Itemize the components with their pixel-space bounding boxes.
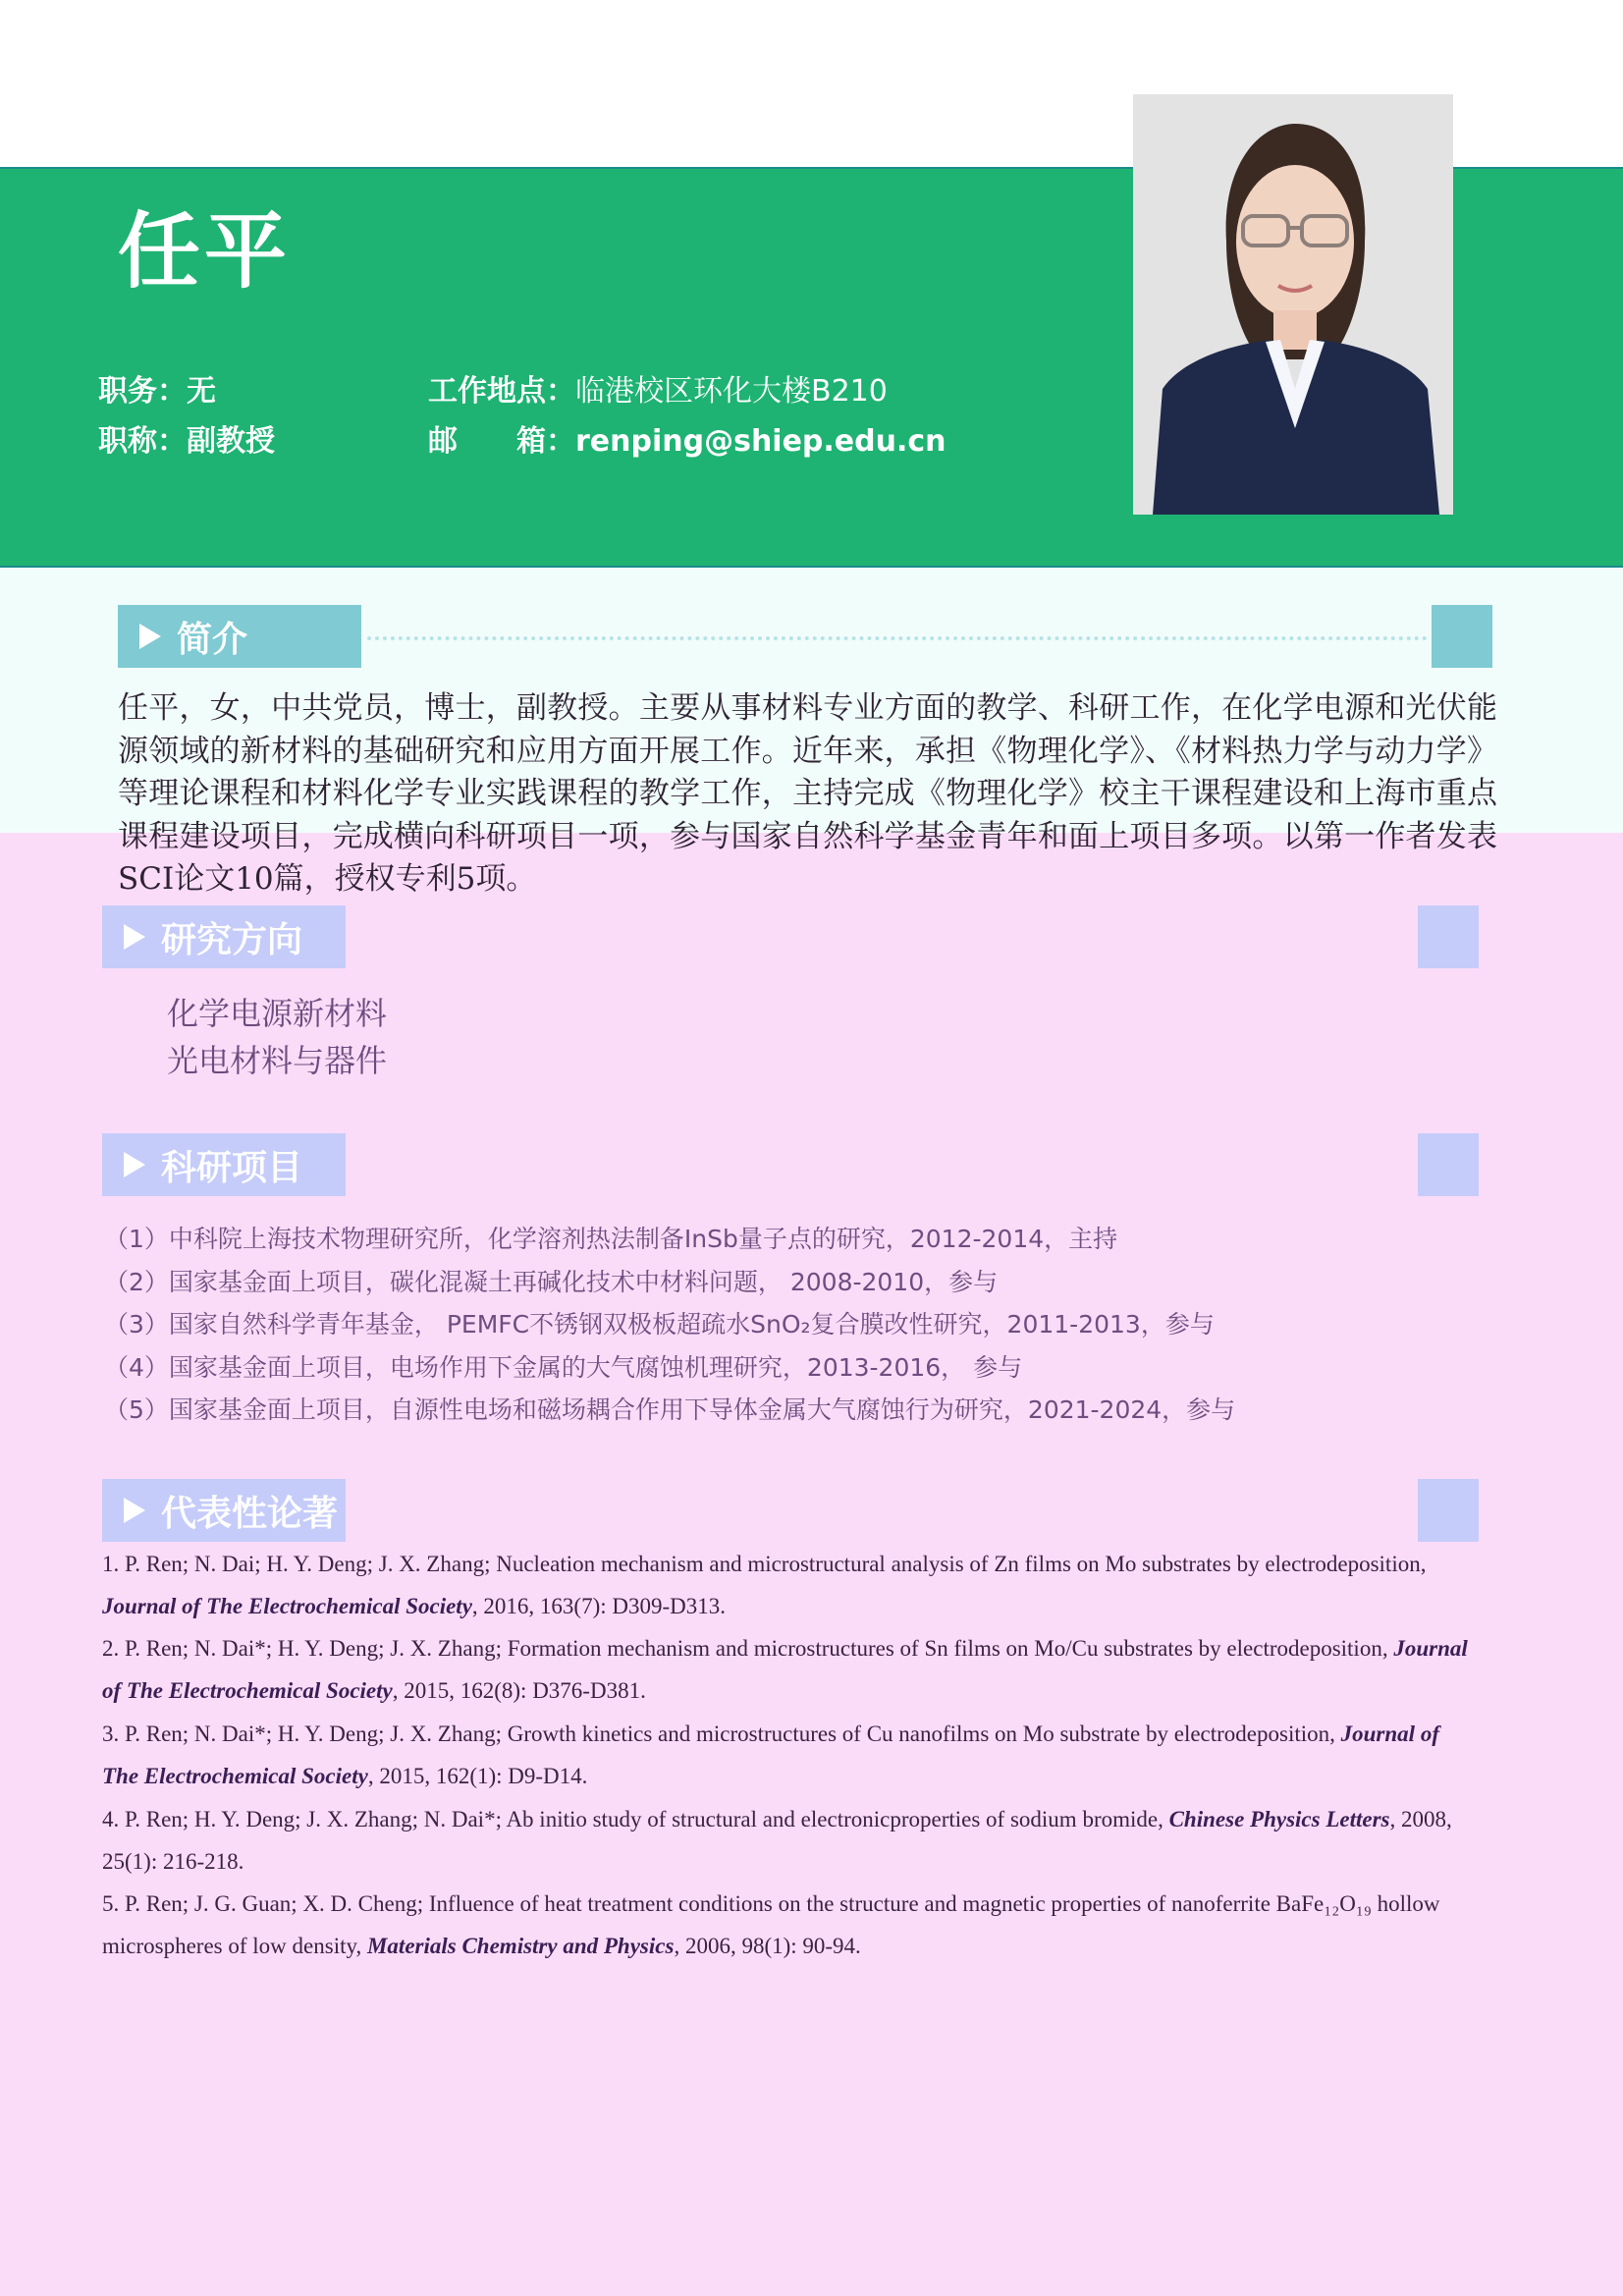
project-item: （3）国家自然科学青年基金， PEMFC不锈钢双极板超疏水SnO₂复合膜改性研究，2011-2013，参与 (104, 1310, 1215, 1339)
project-item: （1）中科院上海技术物理研究所，化学溶剂热法制备InSb量子点的研究，2012-2014，主持 (104, 1225, 1118, 1253)
duty-info (98, 374, 216, 409)
paper-journal: Journal of The Electrochemical Society (102, 1594, 472, 1618)
paper-journal: Journal of The Electrochemical Society (102, 1636, 1468, 1703)
paper-details: , 2008, 25(1): 216-218. (102, 1807, 1452, 1874)
duty-label: 职务： (98, 374, 187, 409)
location-label: 工作地点： (428, 374, 575, 409)
triangle-icon (139, 624, 161, 649)
person-name: 任平 (118, 203, 292, 300)
title-label: 职称： (98, 424, 187, 459)
paper-citation: 2. P. Ren; N. Dai*; H. Y. Deng; J. X. Zhang; Formation mechanism and microstructures of Sn films on Mo/Cu substrates by electrodeposition, (102, 1636, 1394, 1661)
section-tag-projects (102, 1133, 346, 1196)
paper-citation: 4. P. Ren; H. Y. Deng; J. X. Zhang; N. Dai*; Ab initio study of structural and electronicproperties of sodium bromide, (102, 1807, 1169, 1831)
project-item: （5）国家基金面上项目，自源性电场和磁场耦合作用下导体金属大气腐蚀行为研究，2021-2024，参与 (104, 1395, 1236, 1424)
email-label: 邮 箱： (428, 424, 575, 459)
paper-citation: 3. P. Ren; N. Dai*; H. Y. Deng; J. X. Zhang; Growth kinetics and microstructures of Cu nanofilms on Mo substrate by electrodeposition, (102, 1722, 1341, 1746)
research-item: 化学电源新材料 (167, 995, 388, 1032)
portrait-illustration (1133, 94, 1453, 515)
paper-item (102, 1798, 1477, 1883)
section-end-block-papers (1418, 1479, 1479, 1542)
triangle-icon (124, 1152, 145, 1177)
section-tag-research (102, 905, 346, 968)
title-value: 副教授 (187, 424, 275, 459)
title-info (98, 424, 275, 459)
email-info (428, 424, 947, 459)
paper-journal: Journal of The Electrochemical Society (102, 1722, 1439, 1788)
section-end-block-intro (1432, 605, 1492, 668)
paper-details: , 2015, 162(1): D9-D14. (367, 1764, 588, 1788)
section-tag-intro (118, 605, 361, 668)
project-item: （4）国家基金面上项目，电场作用下金属的大气腐蚀机理研究，2013-2016， 参与 (104, 1353, 1023, 1382)
research-item: 光电材料与器件 (167, 1042, 388, 1079)
paper-item (102, 1713, 1477, 1797)
section-end-block-research (1418, 905, 1479, 968)
paper-journal: Materials Chemistry and Physics (366, 1934, 675, 1958)
section-tag-papers (102, 1479, 346, 1542)
paper-details: , 2006, 98(1): 90-94. (674, 1934, 861, 1958)
location-info (428, 374, 888, 409)
section-title-intro: 简介 (177, 619, 248, 660)
section-title-papers: 代表性论著 (161, 1493, 339, 1534)
paper-item (102, 1627, 1477, 1712)
paper-item (102, 1883, 1477, 1967)
section-title-projects: 科研项目 (161, 1147, 303, 1188)
section-end-block-projects (1418, 1133, 1479, 1196)
paper-details: , 2015, 162(8): D376-D381. (392, 1678, 646, 1703)
duty-value: 无 (187, 374, 216, 409)
triangle-icon (124, 924, 145, 950)
intro-paragraph: 任平，女，中共党员，博士，副教授。主要从事材料专业方面的教学、科研工作，在化学电源和光伏能源领域的新材料的基础研究和应用方面开展工作。近年来，承担《物理化学》、《材料热力学与动力学》等理论课程和材料化学专业实践课程的教学工作，主持完成《物理化学》校主干课程建设和上海市重点课程建设项目，完成横向科研项目一项，参与国家自然科学基金青年和面上项目多项。以第一作者发表SCI论文10篇，授权专利5项。 (118, 690, 1497, 897)
paper-details: , 2016, 163(7): D309-D313. (471, 1594, 726, 1618)
paper-citation: 5. P. Ren; J. G. Guan; X. D. Cheng; Influence of heat treatment conditions on the structure and magnetic properties of nanoferrite BaFe₁₂O₁₉ hollow microspheres of low density, (102, 1891, 1440, 1958)
project-item: （2）国家基金面上项目，碳化混凝土再碱化技术中材料问题， 2008-2010，参与 (104, 1268, 999, 1296)
profile-photo (1133, 94, 1453, 515)
triangle-icon (124, 1498, 145, 1523)
location-value: 临港校区环化大楼B210 (575, 374, 888, 409)
section-title-research: 研究方向 (161, 919, 303, 960)
paper-journal: Chinese Physics Letters (1168, 1807, 1390, 1831)
section-divider-intro (367, 636, 1428, 640)
email-value: renping@shiep.edu.cn (575, 424, 947, 459)
paper-citation: 1. P. Ren; N. Dai; H. Y. Deng; J. X. Zhang; Nucleation mechanism and microstructural analysis of Zn films on Mo substrates by electrodeposition, (102, 1552, 1427, 1576)
paper-item (102, 1543, 1477, 1627)
